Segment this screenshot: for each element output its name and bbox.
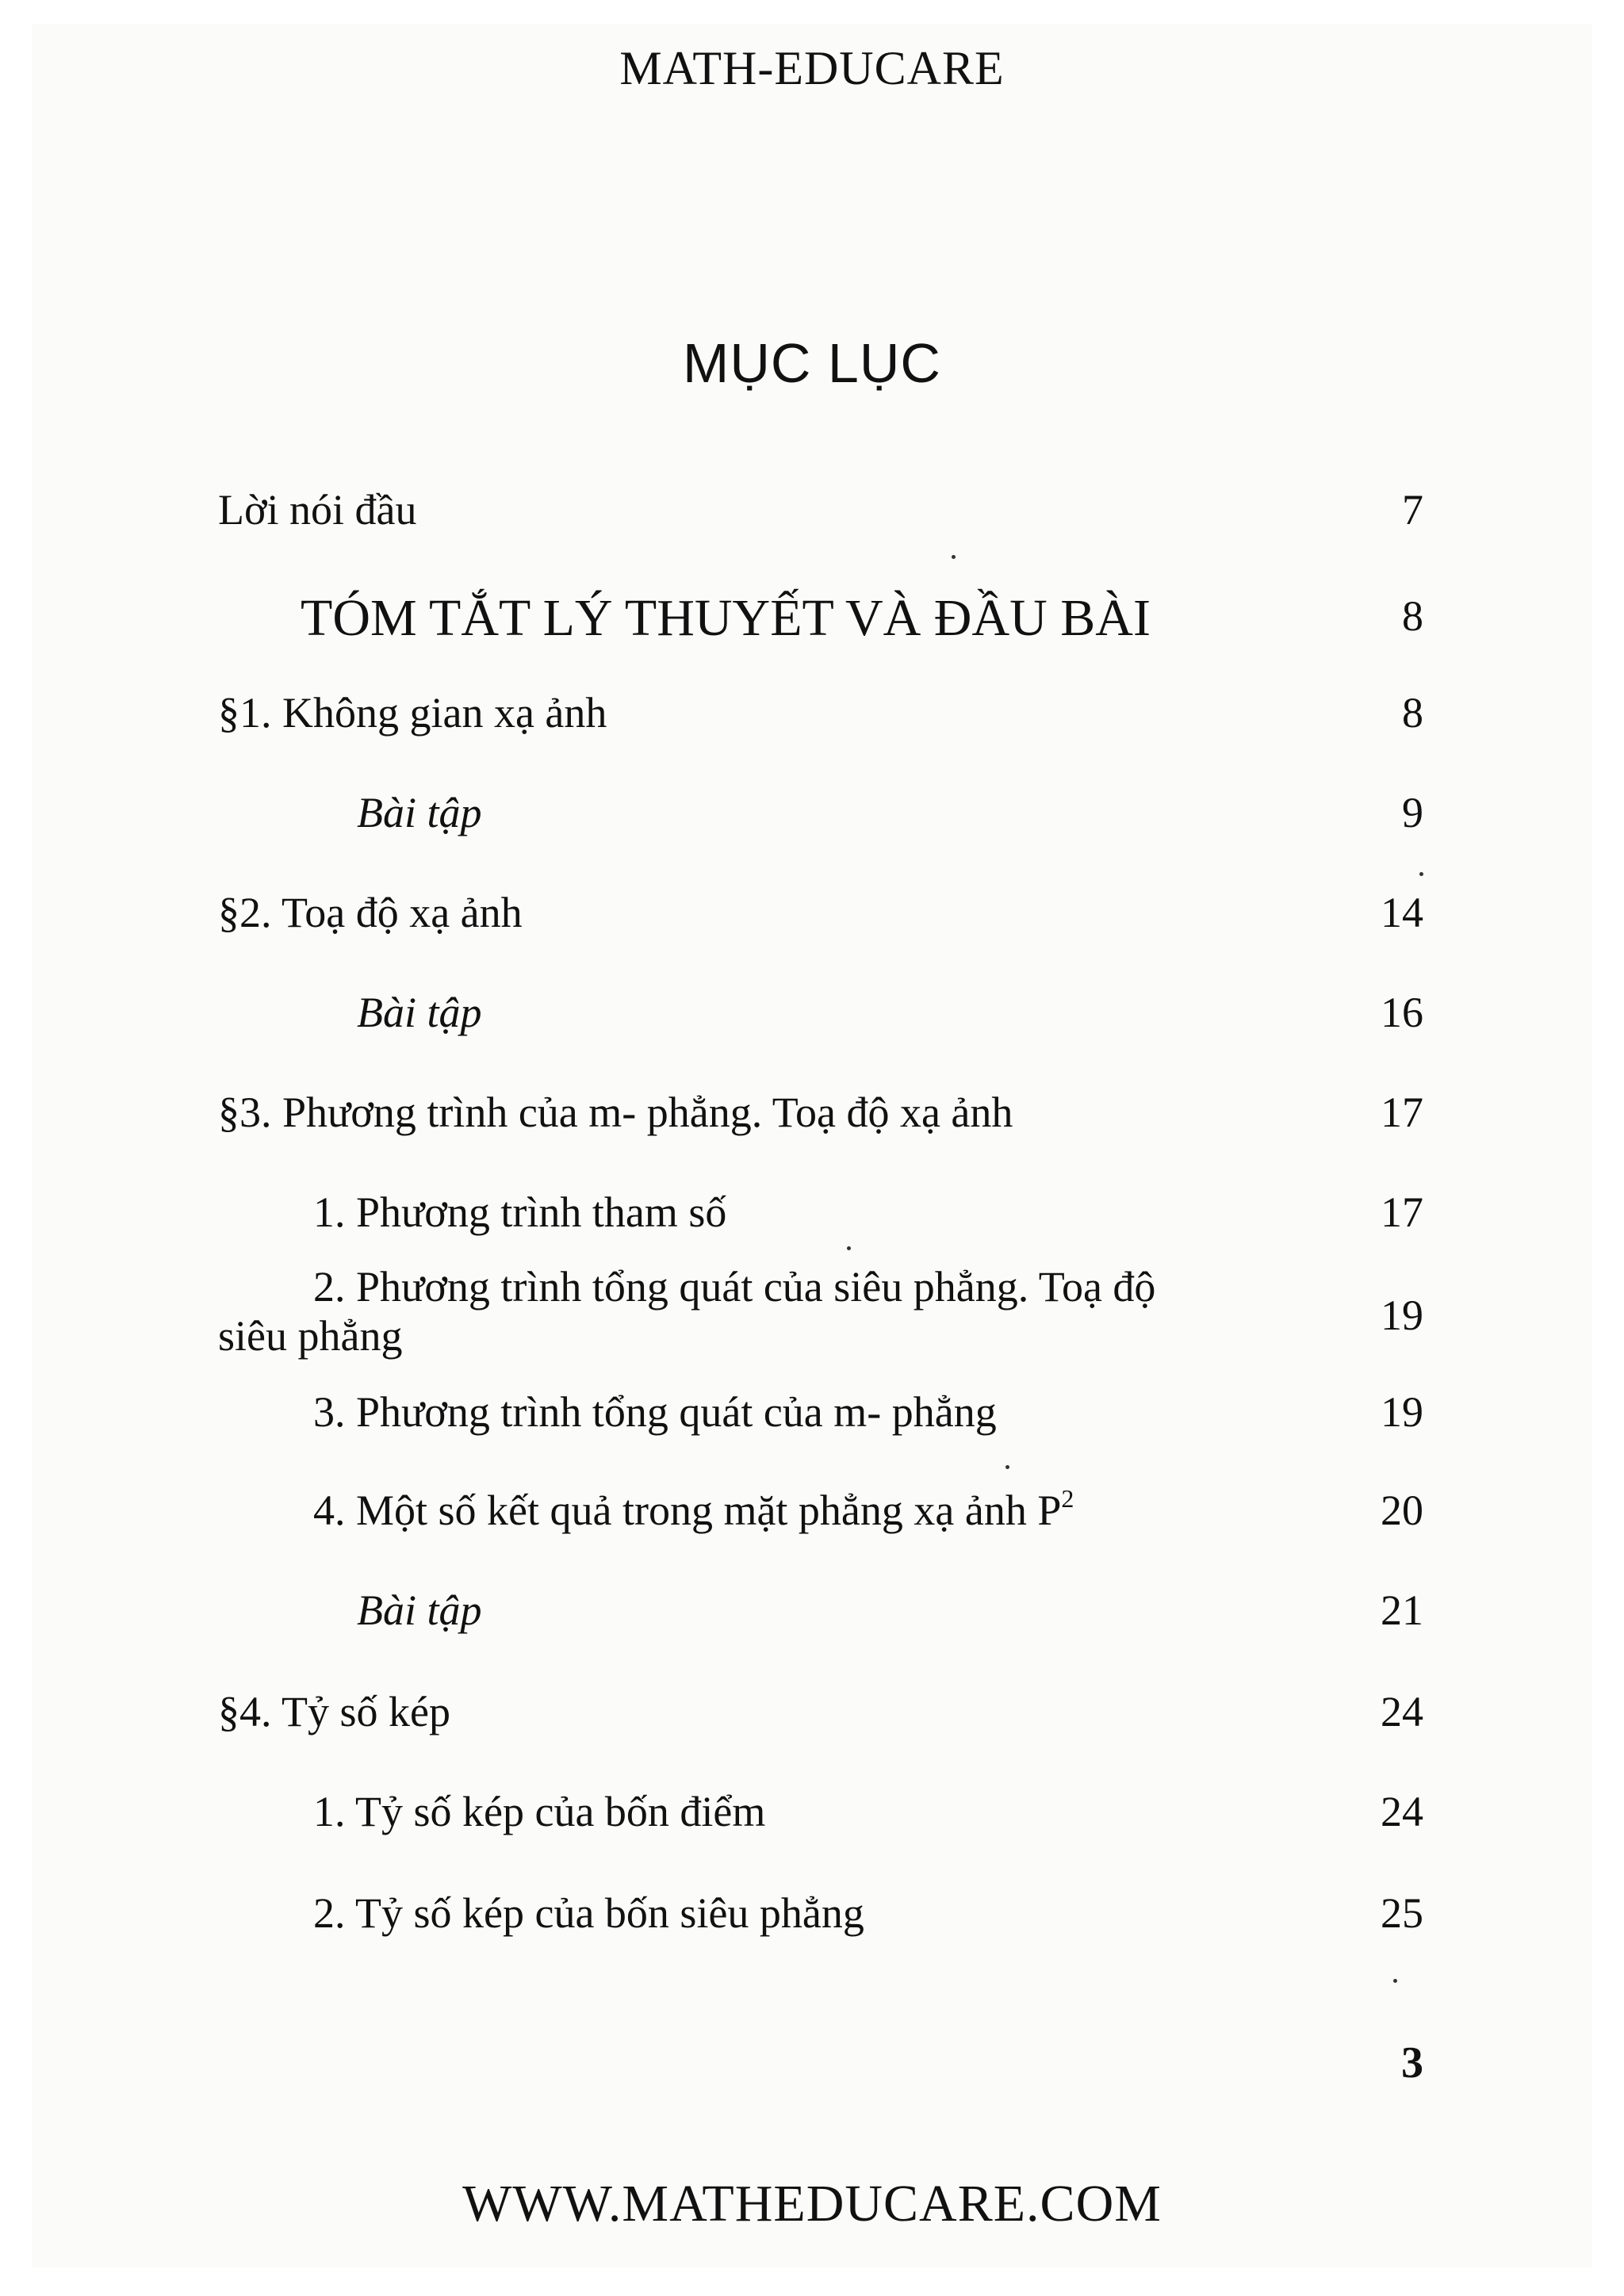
toc-entry-subsection — [218, 1262, 1423, 1360]
toc-entry-text-main: 4. Một số kết quả trong mặt phẳng xạ ảnh P — [313, 1487, 1062, 1534]
page-number: 3 — [1401, 2038, 1423, 2087]
toc-entry-text: §3. Phương trình của m- phẳng. Toạ độ xạ ảnh — [218, 1089, 1013, 1136]
toc-entry-text-line1: 2. Phương trình tổng quát của siêu phẳng. Toạ độ — [313, 1263, 1156, 1311]
toc-entry-text — [218, 1486, 1423, 1535]
toc-entry-exercises — [218, 988, 1423, 1037]
toc-entry-page: 14 — [1381, 889, 1423, 936]
toc-entry-text: TÓM TẮT LÝ THUYẾT VÀ ĐẦU BÀI — [301, 589, 1151, 647]
toc-entry-text: Bài tập — [357, 789, 482, 836]
scan-speck — [1393, 1979, 1397, 1983]
toc-entry-text: 1. Phương trình tham số — [313, 1188, 727, 1236]
toc-entry-text: §2. Toạ độ xạ ảnh — [218, 889, 523, 936]
toc-entry-page: 8 — [1402, 689, 1423, 737]
superscript: 2 — [1061, 1484, 1074, 1513]
toc-entry-subsection — [218, 1387, 1423, 1437]
toc-entry-page: 24 — [1381, 1788, 1423, 1835]
toc-entry-section-3 — [218, 1088, 1423, 1137]
toc-entry-text: 1. Tỷ số kép của bốn điểm — [313, 1788, 766, 1835]
toc-entry-text: §1. Không gian xạ ảnh — [218, 689, 607, 737]
toc-entry-section-4 — [218, 1687, 1423, 1736]
toc-entry-page: 9 — [1402, 789, 1423, 836]
toc-entry-text: Bài tập — [357, 989, 482, 1036]
toc-entry-text-line2: siêu phẳng — [218, 1312, 403, 1360]
toc-entry-page: 19 — [1381, 1292, 1423, 1339]
toc-entry-text: 3. Phương trình tổng quát của m- phẳng — [313, 1388, 997, 1436]
toc-entry-page: 20 — [1381, 1487, 1423, 1534]
toc-entry-page: 8 — [1402, 592, 1423, 640]
scan-speck — [1419, 872, 1423, 876]
toc-entry-page: 19 — [1381, 1388, 1423, 1436]
toc-entry-text — [218, 1262, 1281, 1360]
toc-entry-preface — [218, 485, 1423, 534]
toc-entry-section-1 — [218, 688, 1423, 737]
toc-entry-page: 17 — [1381, 1188, 1423, 1236]
toc-entry-page: 21 — [1381, 1586, 1423, 1634]
toc-entry-text: Lời nói đầu — [218, 486, 417, 534]
toc-entry-subsection — [218, 1188, 1423, 1237]
toc-entry-page: 24 — [1381, 1688, 1423, 1735]
toc-part-heading — [218, 587, 1423, 650]
toc-title: MỤC LỤC — [683, 332, 941, 394]
scan-speck — [847, 1246, 851, 1250]
toc-entry-subsection — [218, 1486, 1423, 1535]
toc-entry-exercises — [218, 788, 1423, 837]
toc-entry-subsection — [218, 1888, 1423, 1938]
page-footer: WWW.MATHEDUCARE.COM — [462, 2175, 1162, 2233]
toc-entry-page: 16 — [1381, 989, 1423, 1036]
page-header: MATH-EDUCARE — [619, 42, 1005, 94]
toc-entry-section-2 — [218, 888, 1423, 937]
toc-entry-exercises — [218, 1586, 1423, 1635]
toc-entry-text: Bài tập — [357, 1586, 482, 1634]
toc-entry-text: 2. Tỷ số kép của bốn siêu phẳng — [313, 1889, 864, 1937]
toc-entry-page: 17 — [1381, 1089, 1423, 1136]
scan-speck — [1005, 1465, 1009, 1469]
scan-speck — [952, 555, 956, 559]
toc-entry-page: 7 — [1402, 486, 1423, 534]
toc-entry-text: §4. Tỷ số kép — [218, 1688, 450, 1735]
toc-entry-page: 25 — [1381, 1889, 1423, 1937]
toc-entry-subsection — [218, 1787, 1423, 1836]
